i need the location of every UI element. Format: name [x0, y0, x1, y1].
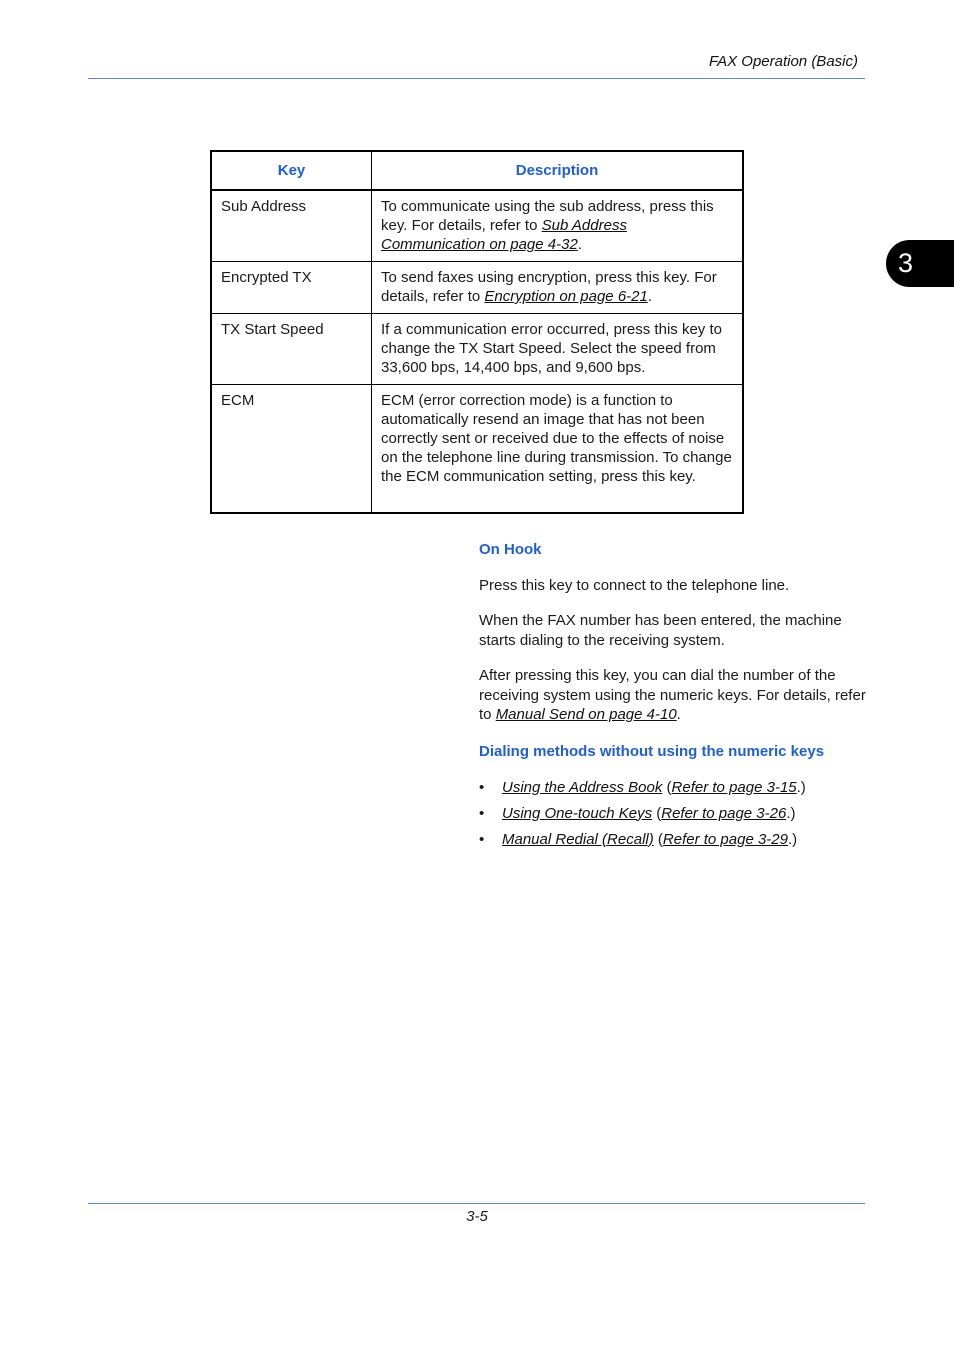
bullet-icon: • — [479, 778, 485, 796]
running-header: FAX Operation (Basic) — [709, 53, 858, 70]
address-book-page-link[interactable]: Refer to page 3-15 — [671, 778, 797, 796]
address-book-link[interactable]: Using the Address Book — [502, 778, 663, 796]
description-text: To send faxes using encryption, press this key. For details, refer to — [381, 269, 717, 305]
paren-close: .) — [786, 804, 796, 822]
table-header-row — [211, 151, 743, 190]
header-rule — [88, 78, 865, 79]
table-row — [211, 190, 743, 262]
sub-address-link[interactable]: Sub Address Communication on page 4-32 — [381, 217, 627, 253]
manual-send-link[interactable]: Manual Send on page 4-10 — [495, 706, 677, 723]
on-hook-paragraph-3-end: . — [676, 706, 681, 723]
key-description-table — [210, 150, 744, 514]
list-item — [479, 830, 874, 856]
key-cell: Sub Address — [211, 190, 372, 262]
list-item — [479, 804, 874, 830]
one-touch-keys-page-link[interactable]: Refer to page 3-26 — [661, 804, 787, 822]
paren-open: ( — [662, 778, 672, 796]
on-hook-paragraph-3 — [479, 666, 874, 725]
table-row — [211, 262, 743, 314]
bullet-icon: • — [479, 830, 485, 848]
dialing-methods-heading: Dialing methods without using the numeric keys — [479, 743, 825, 760]
encryption-link[interactable]: Encryption on page 6-21 — [484, 288, 648, 305]
key-cell: Encrypted TX — [211, 262, 372, 314]
on-hook-paragraph-3-text: After pressing this key, you can dial the number of the receiving system using the numeric keys. For details, refer to — [479, 667, 866, 723]
paren-open: ( — [652, 804, 662, 822]
bullet-icon: • — [479, 804, 485, 822]
description-text: ECM (error correction mode) is a function to automatically resend an image that has not been correctly sent or received due to the effects of noise on the telephone line during transmission. To change the ECM communication setting, press this key. — [381, 392, 732, 485]
key-column-header: Key — [211, 151, 372, 190]
dialing-methods-list — [479, 778, 874, 856]
description-text-end: . — [647, 288, 653, 305]
on-hook-paragraph-1: Press this key to connect to the telephone line. — [479, 576, 790, 594]
on-hook-section — [479, 540, 874, 725]
footer-rule — [88, 1203, 865, 1204]
key-cell: ECM — [211, 385, 372, 513]
paren-close: .) — [796, 778, 806, 796]
description-cell — [372, 190, 744, 262]
page-number: 3-5 — [466, 1208, 488, 1225]
table-row — [211, 314, 743, 385]
one-touch-keys-link[interactable]: Using One-touch Keys — [502, 804, 653, 822]
manual-redial-page-link[interactable]: Refer to page 3-29 — [662, 830, 788, 848]
description-cell — [372, 262, 744, 314]
table-row — [211, 385, 743, 513]
description-text: If a communication error occurred, press this key to change the TX Start Speed. Select the speed from 33,600 bps, 14,400 bps, and 9,600 bps. — [381, 321, 722, 376]
paren-open: ( — [653, 830, 663, 848]
list-item — [479, 778, 874, 804]
chapter-tab: 3 — [886, 240, 954, 287]
key-cell: TX Start Speed — [211, 314, 372, 385]
description-cell — [372, 314, 744, 385]
paren-close: .) — [788, 830, 798, 848]
description-text-end: . — [577, 236, 582, 253]
dialing-methods-section — [479, 742, 874, 856]
on-hook-paragraph-2: When the FAX number has been entered, the machine starts dialing to the receiving system. — [479, 612, 842, 649]
manual-redial-link[interactable]: Manual Redial (Recall) — [502, 830, 654, 848]
description-cell — [372, 385, 744, 513]
description-text: To communicate using the sub address, press this key. For details, refer to — [381, 198, 714, 234]
description-column-header: Description — [372, 151, 744, 190]
on-hook-heading: On Hook — [479, 541, 542, 558]
